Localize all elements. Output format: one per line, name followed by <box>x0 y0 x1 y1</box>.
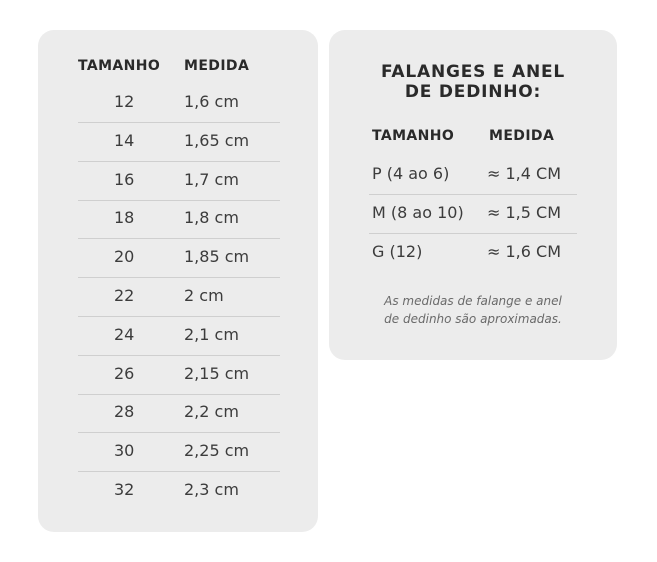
row-divider <box>78 122 280 123</box>
row-divider <box>78 277 280 278</box>
row-divider <box>369 233 577 234</box>
ring-measure-value: 1,65 cm <box>184 130 250 150</box>
ring-size-value: 28 <box>114 402 135 422</box>
ring-measure-value: 2,1 cm <box>184 324 239 344</box>
ring-measure-value: 2,3 cm <box>184 480 239 499</box>
ring-size-value: 16 <box>114 169 135 189</box>
ring-size-card <box>38 30 318 532</box>
phalanx-note <box>329 292 617 328</box>
phalanx-size-card <box>329 30 617 360</box>
ring-size-value: 14 <box>114 130 135 150</box>
ring-size-value: 22 <box>114 286 135 305</box>
ring-measure-header: MEDIDA <box>184 58 250 74</box>
phalanx-title <box>329 62 617 102</box>
phalanx-measure-value: ≈ 1,4 CM <box>487 164 561 183</box>
row-divider <box>78 161 280 162</box>
phalanx-size-value: M (8 ao 10) <box>372 203 464 222</box>
row-divider <box>78 316 280 317</box>
phalanx-measure-value: ≈ 1,5 CM <box>487 203 561 222</box>
row-divider <box>78 432 280 433</box>
ring-size-value: 26 <box>114 363 135 383</box>
phalanx-note-line2: de dedinho são aproximadas. <box>384 312 562 326</box>
row-divider <box>78 200 280 201</box>
phalanx-size-value: G (12) <box>372 242 423 261</box>
phalanx-note-line1: As medidas de falange e anel <box>384 294 562 308</box>
phalanx-size-header: TAMANHO <box>372 128 455 144</box>
phalanx-measure-header: MEDIDA <box>489 128 555 144</box>
ring-measure-value: 2,15 cm <box>184 363 250 383</box>
phalanx-size-value: P (4 ao 6) <box>372 164 450 183</box>
ring-size-value: 32 <box>114 480 135 499</box>
ring-measure-value: 1,8 cm <box>184 208 239 228</box>
ring-measure-value: 1,7 cm <box>184 169 239 189</box>
row-divider <box>369 194 577 195</box>
row-divider <box>78 394 280 395</box>
ring-measure-value: 1,85 cm <box>184 247 250 267</box>
ring-measure-value: 2,2 cm <box>184 402 239 422</box>
ring-size-value: 20 <box>114 247 135 267</box>
ring-size-value: 30 <box>114 441 135 461</box>
ring-size-header: TAMANHO <box>78 58 161 74</box>
row-divider <box>78 471 280 472</box>
ring-measure-value: 2 cm <box>184 286 224 305</box>
ring-measure-value: 2,25 cm <box>184 441 250 461</box>
row-divider <box>78 238 280 239</box>
phalanx-title-line2: DE DEDINHO: <box>404 82 542 102</box>
row-divider <box>78 355 280 356</box>
phalanx-measure-value: ≈ 1,6 CM <box>487 242 561 261</box>
ring-size-value: 12 <box>114 92 135 111</box>
ring-measure-value: 1,6 cm <box>184 92 239 111</box>
ring-size-value: 18 <box>114 208 135 228</box>
phalanx-title-line1: FALANGES E ANEL <box>380 62 566 82</box>
ring-size-value: 24 <box>114 324 135 344</box>
